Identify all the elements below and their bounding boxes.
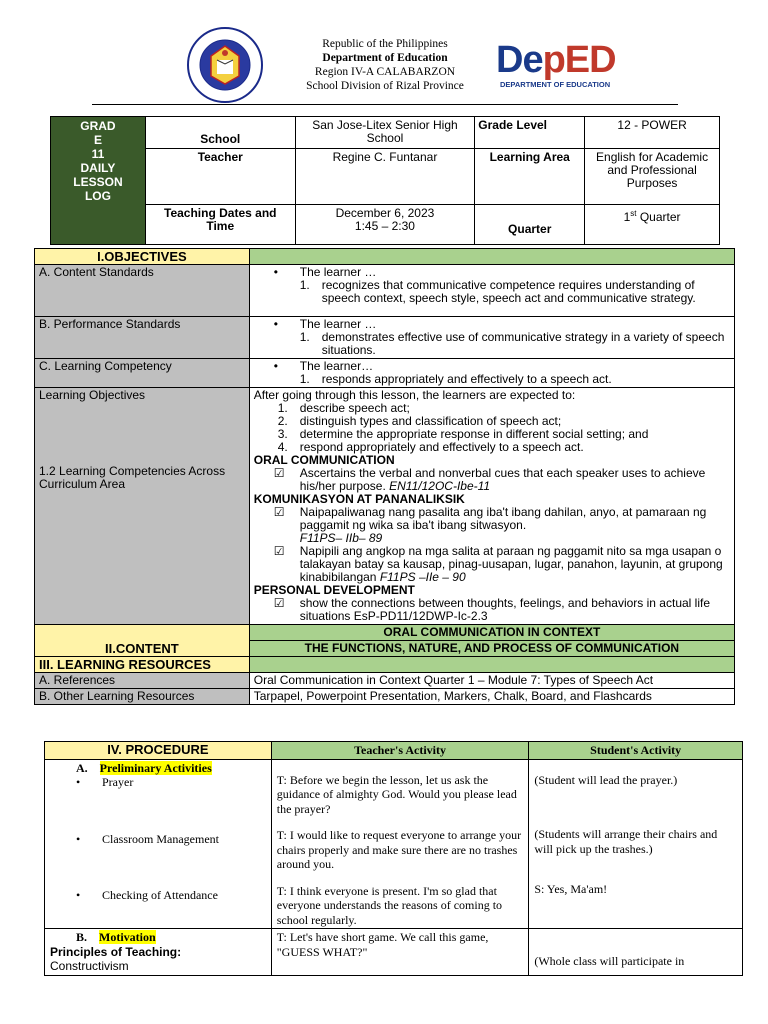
procedure-table (44, 741, 743, 976)
header-region: Region IV-A CALABARZON (314, 66, 456, 78)
management-student: (Students will arrange their chairs and will pick up the trashes.) (534, 827, 718, 856)
header-rule (92, 104, 678, 105)
learning-resources-heading: III. LEARNING RESOURCES (35, 657, 250, 673)
management-teacher: T: I would like to request everyone to arrange your chairs properly and make sure there are no trashes around you. (276, 828, 522, 871)
teacher-label: Teacher (145, 149, 295, 205)
objectives-heading: I.OBJECTIVES (35, 249, 250, 265)
content-heading: II.CONTENT (35, 625, 250, 657)
personal-development-heading: PERSONAL DEVELOPMENT (253, 583, 415, 597)
preliminary-activities-label: Preliminary Activities (99, 760, 212, 775)
references-label: A. References (35, 673, 250, 689)
teacher-value: Regine C. Funtanar (295, 149, 475, 205)
learning-objectives-value: After going through this lesson, the learners are expected to: 1. describe speech act; 2. distinguish types and classification of speech act; 3. determine the appropriate response in different social setting; and 4. respond appropriately and effectively to a speech act. ORAL COMMUNICATION ☑ Ascertains the verbal and nonverbal cues that each speaker uses to achieve his/her purpose. EN11/12OC-Ibe-11 KOMUNIKASYON AT PANANALIKSIK ☑ Naipapaliwanag nang pasalita ang iba't ibang dahilan, anyo, at pamaraan ng paggamit ng wika sa iba't ibang sitwasyon. F11PS– IIb– 89 ☑ Napipili ang angkop na mga salita at paraan ng paggamit nito sa mga usapan o talakayan batay sa kausap, pinag-uusapan, lugar, panahon, layunin, at grupong kinabibilangan F11PS –IIe – 90 PERSONAL DEVELOPMENT ☑ show the connections between thoughts, feelings, and behaviors in actual life situations EsP-PD11/12DWP-Ic-2.3 (249, 388, 734, 625)
prayer-student: (Student will lead the prayer.) (534, 772, 678, 787)
performance-standards-label: B. Performance Standards (35, 317, 250, 359)
learning-area-label: Learning Area (475, 149, 585, 205)
topic-title: THE FUNCTIONS, NATURE, AND PROCESS OF COMMUNICATION (249, 641, 734, 657)
attendance-teacher: T: I think everyone is present. I'm so glad that everyone understands the reasons of coming to school regularly. (276, 883, 503, 927)
student-preliminary-cell (529, 759, 743, 929)
principles-label: Principles of Teaching: (50, 944, 182, 959)
info-table (50, 116, 720, 245)
deped-logo: DepED DEPARTMENT OF EDUCATION (496, 40, 626, 96)
prayer-label: Prayer (102, 775, 134, 789)
daily-lesson-log-label: GRAD E 11 DAILY LESSON LOG (51, 117, 146, 245)
learning-competency-label: C. Learning Competency (35, 359, 250, 388)
deped-subtitle: DEPARTMENT OF EDUCATION (500, 80, 611, 89)
grade-level-label: Grade Level (475, 117, 585, 149)
header-division: School Division of Rizal Province (306, 80, 464, 92)
school-label: School (145, 117, 295, 149)
other-resources-value: Tarpapel, Powerpoint Presentation, Markers, Chalk, Board, and Flashcards (249, 689, 734, 705)
procedure-heading: IV. PROCEDURE (45, 742, 272, 760)
oral-communication-heading: ORAL COMMUNICATION (253, 453, 395, 467)
header-department: Department of Education (322, 52, 448, 64)
quarter-label: Quarter (475, 205, 585, 245)
references-value: Oral Communication in Context Quarter 1 – Module 7: Types of Speech Act (249, 673, 734, 689)
teaching-dates-label: Teaching Dates and Time (145, 205, 295, 245)
motivation-teacher: T: Let's have short game. We call this game, "GUESS WHAT?" (271, 929, 529, 976)
content-standards-label: A. Content Standards (35, 265, 250, 317)
prayer-teacher: T: Before we begin the lesson, let us ask the guidance of almighty God. Would you please lead the prayer? (276, 772, 517, 816)
content-standards-value: • The learner … 1. recognizes that communicative competence requires understanding of speech context, speech style, speech act and communicative strategy. (249, 265, 734, 317)
learning-area-value: English for Academic and Professional Purposes (585, 149, 720, 205)
across-curriculum-label: 1.2 Learning Competencies Across Curriculum Area (39, 464, 226, 491)
teaching-dates-value: December 6, 2023 1:45 – 2:30 (295, 205, 475, 245)
teacher-activity-heading: Teacher's Activity (271, 742, 529, 760)
objectives-table (34, 248, 735, 705)
performance-standards-value: • The learner … 1. demonstrates effective use of communicative strategy in a variety of speech situations. (249, 317, 734, 359)
motivation-student: (Whole class will participate in (529, 929, 743, 976)
checkbox-icon: ☑ (273, 544, 285, 558)
student-activity-heading: Student's Activity (529, 742, 743, 760)
other-resources-label: B. Other Learning Resources (35, 689, 250, 705)
motivation-label: Motivation (99, 930, 156, 944)
learning-competency-value: • The learner… 1. responds appropriately and effectively to a speech act. (249, 359, 734, 388)
school-value: San Jose-Litex Senior High School (295, 117, 475, 149)
learning-objectives-label: Learning Objectives 1.2 Learning Competencies Across Curriculum Area (35, 388, 250, 625)
attendance-label: Checking of Attendance (102, 888, 218, 902)
principle-value: Constructivism (50, 959, 129, 973)
checkbox-icon: ☑ (273, 466, 285, 480)
quarter-value: 1st Quarter (585, 205, 720, 245)
attendance-student: S: Yes, Ma'am! (534, 882, 608, 896)
komunikasyon-heading: KOMUNIKASYON AT PANANALIKSIK (253, 492, 465, 506)
checkbox-icon: ☑ (273, 596, 285, 610)
grade-level-value: 12 - POWER (585, 117, 720, 149)
preliminary-activities-cell: A. Preliminary Activities • Prayer • Classroom Management • Checking of Attendance (45, 759, 272, 929)
header-republic: Republic of the Philippines (322, 38, 448, 50)
subject-title: ORAL COMMUNICATION IN CONTEXT (249, 625, 734, 641)
checkbox-icon: ☑ (273, 505, 285, 519)
header-text (250, 37, 520, 93)
teacher-preliminary-cell (271, 759, 529, 929)
classroom-management-label: Classroom Management (102, 831, 219, 846)
motivation-cell: B. Motivation Principles of Teaching: Constructivism (45, 929, 272, 976)
